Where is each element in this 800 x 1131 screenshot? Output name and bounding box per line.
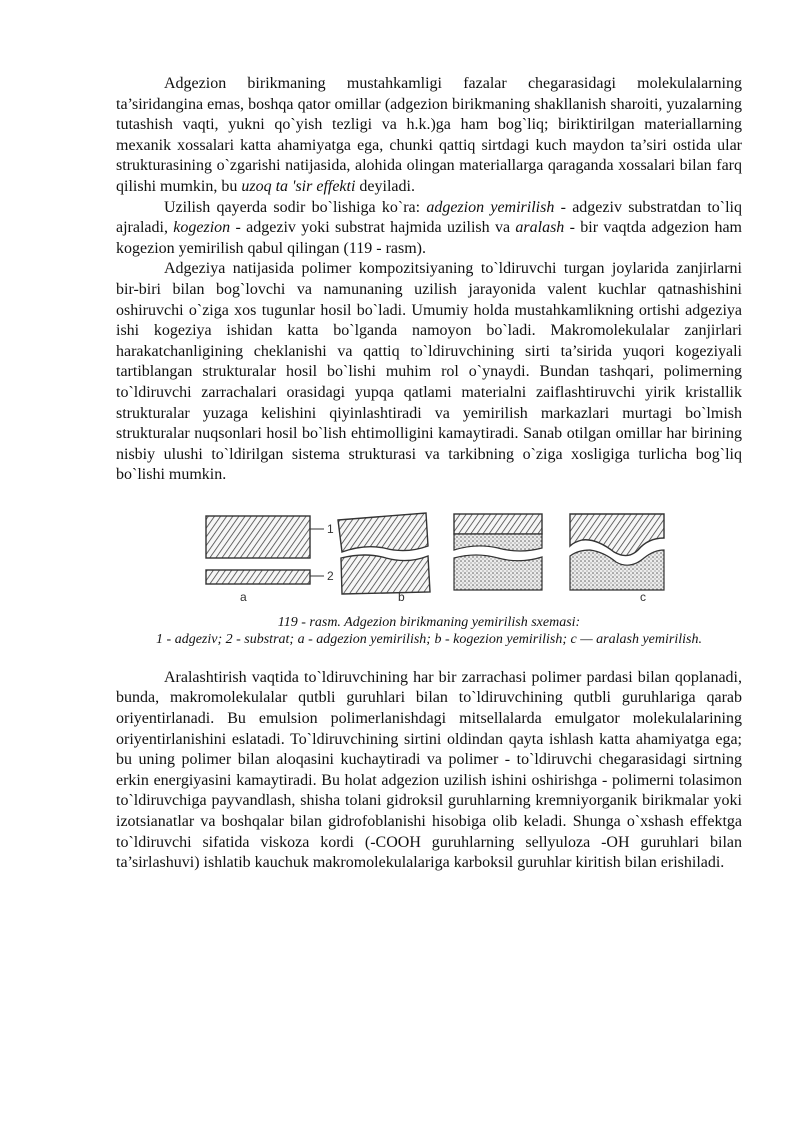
scheme-a — [206, 516, 334, 604]
term-mixed: aralash — [515, 219, 565, 237]
failure-schematic — [116, 508, 742, 608]
label-1: 1 — [327, 521, 334, 536]
label-2: 2 — [327, 568, 334, 583]
spacer — [116, 648, 742, 668]
paragraph-1-text: Adgezion birikmaning mustahkamligi fazalar chegarasidagi molekulalarning ta’siridangina emas, boshqa qator omillar (adgezion birikmaning shakllanish sharoiti, yuzalarning tutashish vaqti, yukni qo`yish tezligi va h.k.)ga ham bog`liq; biriktirilgan materiallarning mexanik xossalari katta ahamiyatga ega, chunki qattiq sirtdagi kuch maydon ta’siri ostida ular strukturasining o`zgarishi natijasida, alohida olingan materiallarga qaraganda xossalari bilan farq qilishi mumkin, bu — [116, 75, 742, 195]
term-adhesive-failure: adgezion yemirilish — [426, 198, 555, 216]
scheme-b2-substrate-bottom — [454, 555, 542, 590]
scheme-c-adhesive — [570, 514, 664, 556]
scheme-b2-substrate-top — [454, 534, 542, 551]
scheme-a-substrate — [206, 570, 310, 584]
paragraph-1 — [116, 74, 742, 198]
label-a: a — [240, 589, 247, 604]
term-cohesive: kogezion — [173, 219, 231, 237]
term-long-term-effect: uzoq ta 'sir effekti — [241, 177, 356, 195]
scheme-b2-adhesive — [454, 514, 542, 534]
paragraph-3: Adgeziya natijasida polimer kompozitsiyaning to`ldiruvchi turgan joylarida zanjirlarni bir-biri bilan bog`lovchi va namunaning uzilish jarayonida valent kuchlar qatnashishini oshiruvchi o`ziga xos tugunlar hosil bo`ladi. Umumiy holda mustahkamlikning ortishi adgeziya ishi kogeziya ishidan katta bo`lganda namoyon bo`ladi. Makromolekulalar zanjirlari harakatchanligining cheklanishi va qattiq to`ldiruvchining sirti ta’sirida yuqori kogeziyali tartiblangan strukturalar hosil bo`lishi muhim rol o`ynaydi. Bundan tashqari, polimerning to`ldiruvchi zarrachalari orasidagi yupqa qatlami materialni zaiflashtiruvchi yirik kristallik strukturalar yuzaga kelishini qiyinlashtiradi va yemirilish markazlari murtagi bo`lmish strukturalar nuqsonlari hosil bo`lish ehtimolligini kamaytiradi. Sanab otilgan omillar har birining nisbiy ulushi to`ldirilgan sistema strukturasi va tarkibning o`ziga xosligiga turlicha bog`liq bo`lishi mumkin. — [116, 260, 742, 484]
figure-caption — [116, 614, 742, 648]
paragraph-2 — [116, 198, 742, 260]
paragraph-2-text-4: - bir vaqtda adgezion ham kogezion yemirilish qabul qilingan (119 - rasm). — [116, 219, 742, 257]
scheme-b-upper-piece — [338, 513, 428, 552]
paragraph-2-text-2: - adgeziv substratdan to`liq ajraladi, — [116, 198, 743, 237]
paragraph-2-text-3: - adgeziv yoki substrat hajmida uzilish va — [230, 219, 516, 237]
scheme-c — [570, 514, 664, 604]
scheme-a-adhesive — [206, 516, 310, 558]
caption-title: 119 - rasm. Adgezion birikmaning yemirilish sxemasi: — [277, 614, 581, 630]
paragraph-2-text: Uzilish qayerda sodir bo`lishiga ko`ra: — [164, 198, 427, 216]
label-c: c — [640, 589, 646, 604]
scheme-c-substrate — [570, 550, 664, 590]
scheme-b — [338, 513, 430, 604]
paragraph-4: Aralashtirish vaqtida to`ldiruvchining har bir zarrachasi polimer pardasi bilan qoplanadi, bunda, makromolekulalar qutbli guruhlari bilan to`ldiruvchining qutbli guruhlariga qarab oriyentirlanadi. Bu emulsion polimerlanishdagi mitsellalarda emulgator molekulalarining oriyentirlanishini eslatadi. To`ldiruvchining sirtini oldindan qayta ishlash katta ahamiyatga ega; bu uning polimer bilan aloqasini kuchaytiradi va polimer - to`ldiruvchi chegarasidagi sirtning erkin energiyasini kamaytiradi. Bu holat adgezion uzilish ishini oshirishga - polimerni tolasimon to`ldiruvchiga payvandlash, shisha tolani gidroksil guruhlarning kremniyorganik birikmalar yoki izotsianatlar va boshqalar bilan gidrofoblanishi hisobiga olib keladi. Shunga o`xshash effektga to`ldiruvchi sifatida viskoza kordi (-COOH guruhlarning sellyuloza -OH guruhlari bilan ta’sirlashuvi) ishlatib kauchuk makromolekulalariga karboksil guruhlar kiritish bilan erishiladi. — [116, 668, 742, 872]
label-b: b — [398, 589, 405, 604]
scheme-b2 — [454, 514, 542, 590]
scheme-b-lower-piece — [341, 555, 430, 594]
caption-legend: 1 - adgeziv; 2 - substrat; a - adgezion yemirilish; b - kogezion yemirilish; c — aralash yemirilish. — [156, 631, 702, 647]
paragraph-1-tail: deyiladi. — [355, 177, 415, 195]
document-page — [116, 74, 742, 874]
figure-119 — [116, 508, 742, 608]
